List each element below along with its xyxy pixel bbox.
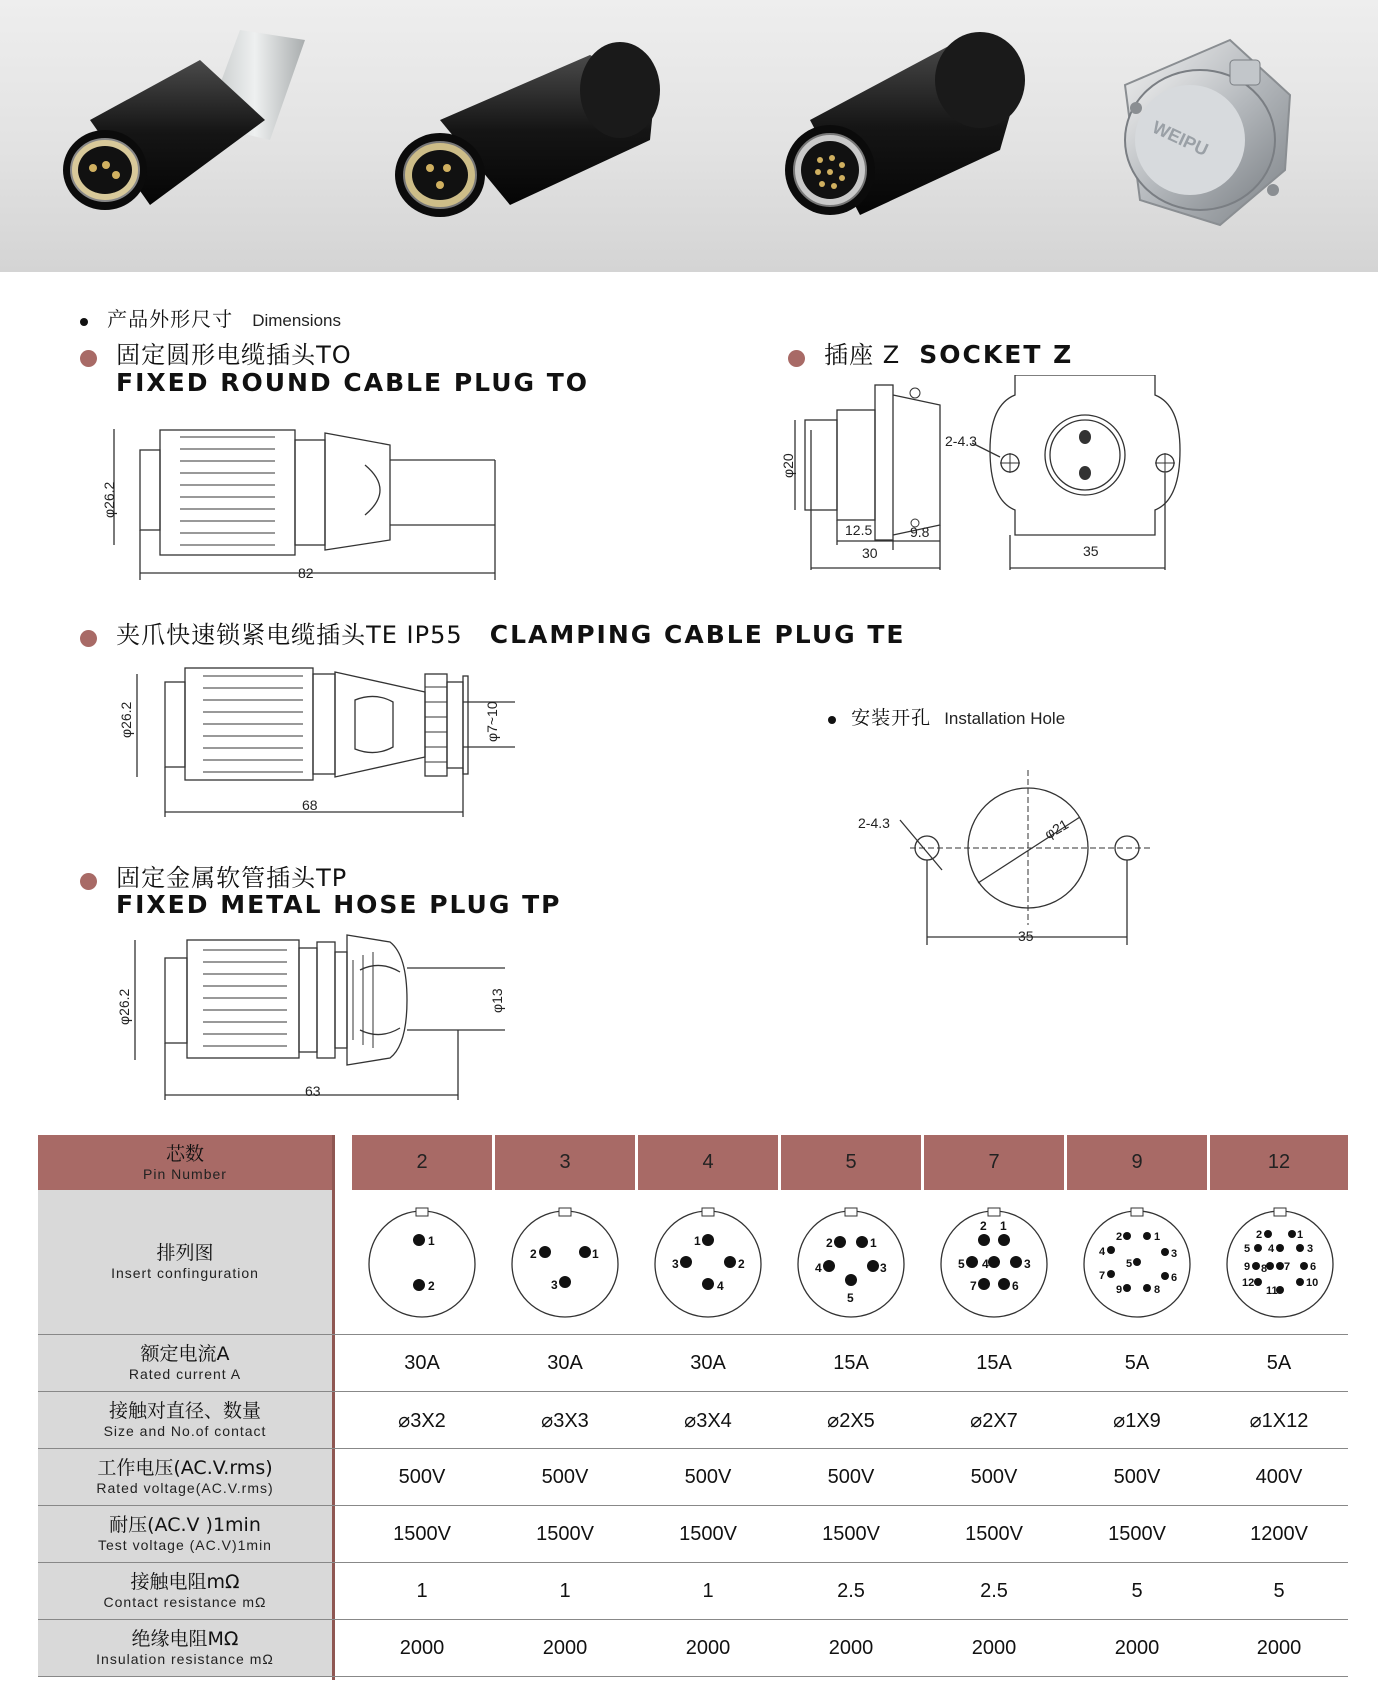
- socket-logo-text: WEIPU: [1149, 116, 1212, 161]
- section-to-heading: [80, 335, 352, 370]
- pin-label: 7: [1284, 1261, 1291, 1273]
- test-voltage-cell: 1500V: [965, 1522, 1023, 1545]
- product-banner: [0, 0, 1378, 272]
- te-length: 68: [302, 797, 318, 813]
- insert-configuration-diagrams: [332, 1190, 1348, 1334]
- rated-current-cell: 30A: [404, 1351, 440, 1374]
- section-z-en: SOCKET Z: [919, 340, 1074, 369]
- rated-current-cell: 5A: [1124, 1351, 1150, 1374]
- contact-resistance-cell: 5: [1273, 1579, 1285, 1602]
- row-label-en: Rated current A: [128, 1366, 242, 1382]
- insulation-resistance-cell: 2000: [399, 1636, 445, 1659]
- rated-current-cell: 30A: [690, 1351, 726, 1374]
- insert-5pin: [798, 1208, 904, 1317]
- bullet: [788, 350, 805, 367]
- drawing-plug-to: [100, 415, 500, 580]
- bullet: [80, 318, 88, 326]
- insert-7pin: [941, 1208, 1047, 1317]
- section-te-cn: 夹爪快速锁紧电缆插头TE IP55: [116, 621, 463, 649]
- pin-label: 1: [1297, 1229, 1304, 1241]
- te-cable-range: φ7~10: [484, 701, 500, 742]
- row-label-en: Insulation resistance mΩ: [96, 1651, 274, 1667]
- pin-count-7: 7: [924, 1135, 1064, 1190]
- contact-resistance-cell: 1: [416, 1579, 428, 1602]
- insulation-resistance-cell: 2000: [971, 1636, 1017, 1659]
- section-to-en: FIXED ROUND CABLE PLUG TO: [116, 368, 590, 397]
- contact-size-cell: ⌀2X7: [970, 1409, 1018, 1432]
- insulation-resistance-cell: 2000: [828, 1636, 874, 1659]
- row-label-insert-configuration: [38, 1190, 332, 1334]
- insulation-resistance-cell: 2000: [685, 1636, 731, 1659]
- pin-label: 5: [958, 1257, 965, 1271]
- pin-label: 1: [428, 1234, 435, 1248]
- pin-label: 3: [551, 1278, 558, 1292]
- pin-label: 5: [847, 1291, 854, 1305]
- plug-to-photo: [63, 30, 305, 210]
- pin-label: 1: [592, 1247, 599, 1261]
- row-label-cn: 绝缘电阻MΩ: [131, 1628, 239, 1650]
- pin-label: 2: [980, 1219, 987, 1233]
- pin-number-header: [38, 1135, 332, 1190]
- contact-size-cell: ⌀1X12: [1249, 1409, 1309, 1432]
- contact-resistance-cell: 2.5: [837, 1579, 865, 1602]
- pin-label: 6: [1310, 1261, 1317, 1273]
- contact-size-cell: ⌀3X4: [684, 1409, 732, 1432]
- to-diameter: φ26.2: [101, 481, 117, 518]
- z-dim-a: 12.5: [845, 522, 873, 538]
- pin-label: 1: [870, 1236, 877, 1250]
- row-label-rated-voltage: [38, 1449, 332, 1505]
- rated-current-cell: 15A: [833, 1351, 869, 1374]
- drawing-socket-z: [785, 375, 1205, 570]
- section-te-en: CLAMPING CABLE PLUG TE: [489, 620, 906, 649]
- pin-label: 4: [717, 1279, 724, 1293]
- spec-table: [38, 1135, 1348, 1680]
- pin-label: 6: [1012, 1279, 1019, 1293]
- row-label-cn: 排列图: [156, 1242, 214, 1264]
- contact-size-cell: ⌀1X9: [1113, 1409, 1161, 1432]
- drawing-plug-tp: [125, 930, 525, 1105]
- test-voltage-cell: 1500V: [1108, 1522, 1166, 1545]
- z-holes: 2-4.3: [945, 433, 977, 449]
- row-label-cn: 耐压(AC.V )1min: [109, 1514, 261, 1536]
- section-tp-cn: 固定金属软管插头TP: [116, 864, 348, 892]
- pin-label: 9: [1116, 1284, 1123, 1296]
- rated-current-cell: 30A: [547, 1351, 583, 1374]
- rated-current-cell: 5A: [1266, 1351, 1292, 1374]
- pin-label: 11: [1266, 1285, 1278, 1297]
- pin-label: 12: [1242, 1277, 1255, 1289]
- rated-voltage-cell: 500V: [398, 1465, 446, 1488]
- bullet: [80, 630, 97, 647]
- row-label-rated-current: [38, 1335, 332, 1391]
- pin-count-4: 4: [638, 1135, 778, 1190]
- pin-count-3: 3: [495, 1135, 635, 1190]
- rated-voltage-cell: 500V: [970, 1465, 1018, 1488]
- tp-diameter: φ26.2: [116, 988, 132, 1025]
- pin-label: 4: [982, 1257, 989, 1271]
- tp-length: 63: [305, 1083, 321, 1099]
- pin-label: 2: [530, 1247, 537, 1261]
- pin-label: 2: [1116, 1231, 1123, 1243]
- drawing-plug-te: [125, 662, 525, 822]
- pin-label: 4: [815, 1261, 822, 1275]
- row-label-cn: 额定电流A: [140, 1343, 230, 1365]
- insert-12pin: [1227, 1208, 1333, 1317]
- bullet: [80, 350, 97, 367]
- plug-te-photo: [395, 42, 660, 217]
- installation-hole-heading: [828, 703, 1065, 730]
- insert-3pin: [512, 1208, 618, 1317]
- contact-size-cell: ⌀3X2: [398, 1409, 446, 1432]
- insulation-resistance-cell: 2000: [1256, 1636, 1302, 1659]
- pin-label: 3: [1307, 1243, 1314, 1255]
- pin-label: 7: [1099, 1270, 1106, 1282]
- z-diameter: φ20: [780, 453, 796, 478]
- installation-hole-en: Installation Hole: [944, 709, 1066, 728]
- insert-4pin: [655, 1208, 761, 1317]
- section-to-cn: 固定圆形电缆插头TO: [116, 341, 352, 369]
- row-label-en: Rated voltage(AC.V.rms): [96, 1480, 274, 1496]
- row-label-en: Size and No.of contact: [103, 1423, 267, 1439]
- row-label-contact-resistance: [38, 1563, 332, 1619]
- row-label-en: Insert confinguration: [111, 1265, 259, 1281]
- dimensions-title-en: Dimensions: [252, 311, 341, 330]
- tp-hose-diameter: φ13: [489, 988, 505, 1013]
- drawing-installation-hole: [850, 765, 1150, 945]
- pin-number-header-en: Pin Number: [143, 1165, 227, 1182]
- z-dim-b: 9.8: [910, 524, 930, 540]
- pin-label: 9: [1244, 1261, 1251, 1273]
- pin-count-12: 12: [1210, 1135, 1348, 1190]
- section-z-cn: 插座 Z: [824, 341, 901, 369]
- bullet: [828, 716, 836, 724]
- plug-tp-photo: [785, 32, 1025, 215]
- pin-count-2: 2: [352, 1135, 492, 1190]
- contact-resistance-cell: 1: [559, 1579, 571, 1602]
- section-te-heading: [80, 615, 906, 650]
- installation-hole-cn: 安装开孔: [851, 707, 932, 729]
- section-tp-en: FIXED METAL HOSE PLUG TP: [116, 890, 562, 919]
- test-voltage-cell: 1500V: [393, 1522, 451, 1545]
- hole-holes: 2-4.3: [858, 815, 890, 831]
- pin-label: 3: [1024, 1257, 1031, 1271]
- hole-width: 35: [1018, 928, 1034, 944]
- row-label-cn: 接触对直径、数量: [108, 1400, 261, 1422]
- row-label-test-voltage: [38, 1506, 332, 1562]
- dimensions-title-cn: 产品外形尺寸: [107, 307, 234, 331]
- rated-voltage-cell: 400V: [1255, 1465, 1303, 1488]
- rated-current-cell: 15A: [976, 1351, 1012, 1374]
- contact-size-cell: ⌀3X3: [541, 1409, 589, 1432]
- row-label-en: Contact resistance mΩ: [103, 1594, 267, 1610]
- z-dim-c: 30: [862, 545, 878, 561]
- pin-label: 1: [1000, 1219, 1007, 1233]
- product-photos: [0, 0, 1378, 272]
- te-diameter: φ26.2: [118, 701, 134, 738]
- rated-voltage-cell: 500V: [827, 1465, 875, 1488]
- z-width: 35: [1083, 543, 1099, 559]
- pin-label: 10: [1306, 1277, 1319, 1289]
- insert-9pin: [1084, 1208, 1190, 1317]
- pin-label: 2: [428, 1279, 435, 1293]
- pin-label: 8: [1154, 1284, 1161, 1296]
- insulation-resistance-cell: 2000: [542, 1636, 588, 1659]
- row-label-contact-size: [38, 1392, 332, 1448]
- rated-voltage-cell: 500V: [1113, 1465, 1161, 1488]
- contact-resistance-cell: 2.5: [980, 1579, 1008, 1602]
- pin-label: 4: [1268, 1243, 1275, 1255]
- row-label-insulation-resistance: [38, 1620, 332, 1676]
- pin-label: 2: [738, 1257, 745, 1271]
- insulation-resistance-cell: 2000: [1114, 1636, 1160, 1659]
- pin-count-9: 9: [1067, 1135, 1207, 1190]
- dimensions-header: [80, 303, 341, 332]
- to-length: 82: [298, 565, 314, 581]
- test-voltage-cell: 1500V: [536, 1522, 594, 1545]
- pin-label: 1: [694, 1234, 701, 1248]
- pin-label: 3: [1171, 1248, 1178, 1260]
- contact-resistance-cell: 5: [1131, 1579, 1143, 1602]
- row-label-en: Test voltage (AC.V)1min: [98, 1537, 272, 1553]
- pin-number-header-cn: 芯数: [165, 1142, 204, 1165]
- insert-2pin: [369, 1208, 475, 1317]
- hole-diameter: φ21: [1041, 815, 1072, 843]
- test-voltage-cell: 1200V: [1250, 1522, 1308, 1545]
- contact-size-cell: ⌀2X5: [827, 1409, 875, 1432]
- pin-label: 2: [1256, 1229, 1263, 1241]
- pin-label: 5: [1126, 1258, 1133, 1270]
- row-label-cn: 工作电压(AC.V.rms): [97, 1457, 273, 1479]
- section-tp-heading: [80, 858, 347, 893]
- section-z-heading: [788, 335, 1073, 370]
- rated-voltage-cell: 500V: [684, 1465, 732, 1488]
- contact-resistance-cell: 1: [702, 1579, 714, 1602]
- socket-z-photo: [1125, 40, 1290, 225]
- pin-label: 1: [1154, 1231, 1161, 1243]
- pin-label: 5: [1244, 1243, 1251, 1255]
- test-voltage-cell: 1500V: [822, 1522, 880, 1545]
- pin-count-5: 5: [781, 1135, 921, 1190]
- pin-label: 6: [1171, 1272, 1178, 1284]
- pin-label: 3: [672, 1257, 679, 1271]
- pin-label: 2: [826, 1236, 833, 1250]
- pin-label: 3: [880, 1261, 887, 1275]
- row-divider: [38, 1676, 1348, 1677]
- row-label-cn: 接触电阻mΩ: [130, 1571, 240, 1593]
- pin-label: 7: [970, 1279, 977, 1293]
- test-voltage-cell: 1500V: [679, 1522, 737, 1545]
- rated-voltage-cell: 500V: [541, 1465, 589, 1488]
- pin-label: 8: [1261, 1263, 1268, 1275]
- pin-label: 4: [1099, 1246, 1106, 1258]
- bullet: [80, 873, 97, 890]
